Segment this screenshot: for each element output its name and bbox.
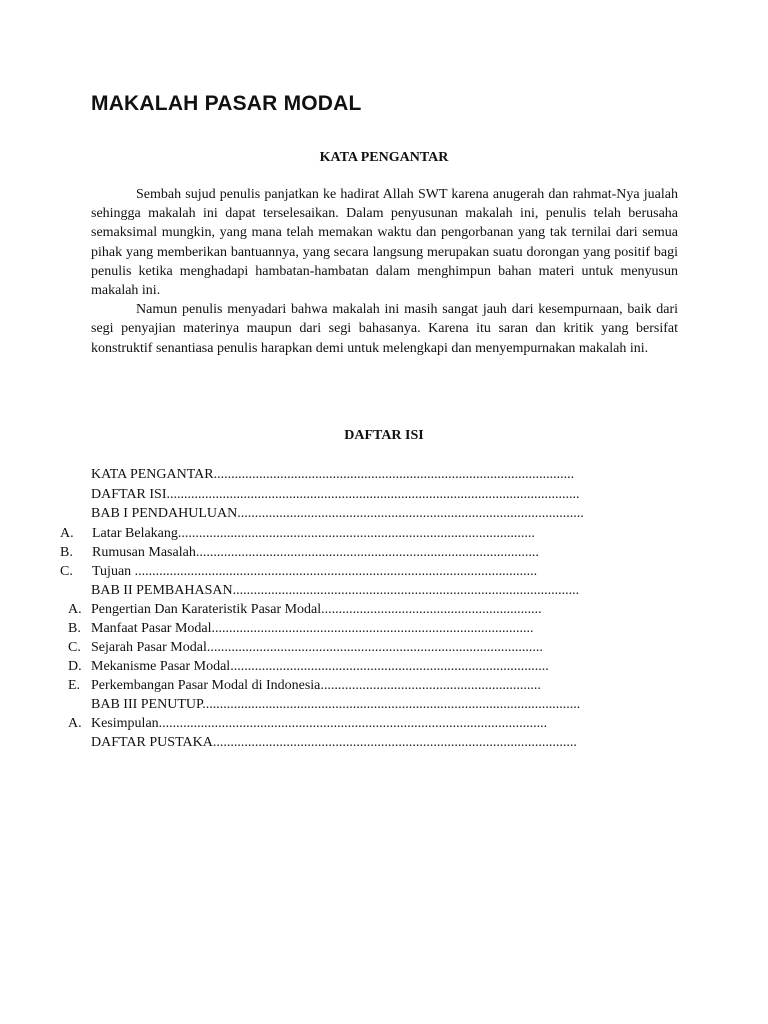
preface-heading: KATA PENGANTAR xyxy=(319,150,449,165)
toc-entry xyxy=(0,524,768,544)
toc-entry-label: KATA PENGANTAR xyxy=(91,467,214,482)
toc-entry-label: Perkembangan Pasar Modal di Indonesia xyxy=(91,678,321,693)
toc-entry-leader: ........................................................................................................ xyxy=(212,735,577,750)
toc-entry-text xyxy=(91,619,577,639)
toc-heading: DAFTAR ISI xyxy=(344,428,424,443)
toc-entry xyxy=(0,695,768,715)
toc-entry-leader: ...................................................................................................... xyxy=(177,526,535,541)
toc-entry xyxy=(0,581,768,601)
preface-paragraph-2: Namun penulis menyadari bahwa makalah ini masih sangat jauh dari kesempurnaan, baik dari segi penyajian materinya maupun dari segi bahasanya. Karena itu saran dan kritik yang bersifat konstruktif senantiasa penulis harapkan demi untuk melengkapi dan menyempurnakan makalah ini. xyxy=(91,302,678,356)
toc-entry-label: Tujuan xyxy=(92,564,135,579)
toc-entry xyxy=(0,600,768,620)
toc-entry-leader: ................................................................................................... xyxy=(232,583,580,598)
toc-entry xyxy=(0,465,768,485)
toc-entry-label: DAFTAR ISI xyxy=(91,487,167,502)
toc-entry-label: BAB II PEMBAHASAN xyxy=(91,583,233,598)
toc-entry xyxy=(0,562,768,582)
toc-entry-letter: B. xyxy=(60,545,73,560)
toc-entry-letter: A. xyxy=(60,526,74,541)
toc-entry-text xyxy=(91,504,617,524)
toc-entry-text xyxy=(91,695,618,715)
toc-entry-text xyxy=(91,485,618,505)
preface-body xyxy=(91,185,678,358)
toc-entry xyxy=(0,714,768,734)
toc-entry-text xyxy=(91,733,620,753)
toc-entry-text xyxy=(91,676,577,696)
toc-entry-label: Rumusan Masalah xyxy=(92,545,196,560)
toc-entry-letter: A. xyxy=(68,602,82,617)
toc-entry-leader: ................................................................................................ xyxy=(206,640,543,655)
toc-entry-text xyxy=(91,581,616,601)
toc-entry xyxy=(0,619,768,639)
document-title: MAKALAH PASAR MODAL xyxy=(91,92,362,115)
toc-entry-leader: ...................................................................................................................... xyxy=(166,487,580,502)
toc-entry-label: Manfaat Pasar Modal xyxy=(91,621,212,636)
toc-entry-label: Kesimpulan xyxy=(91,716,159,731)
toc-entry-text xyxy=(91,714,579,734)
toc-entry-letter: E. xyxy=(68,678,81,693)
toc-entry xyxy=(0,638,768,658)
toc-entry-leader: ................................................................................................................... xyxy=(134,564,538,579)
toc-entry-label: Latar Belakang xyxy=(92,526,178,541)
toc-entry-text xyxy=(91,600,577,620)
toc-entry-letter: C. xyxy=(60,564,73,579)
toc-entry-leader: ....................................................................................................... xyxy=(213,467,575,482)
toc-entry xyxy=(0,504,768,524)
toc-entry-leader: ................................................................................................... xyxy=(237,506,584,521)
toc-entry-text xyxy=(92,562,573,582)
toc-entry-leader: .................................................................................................. xyxy=(195,545,539,560)
toc-entry xyxy=(0,657,768,677)
toc-entry xyxy=(0,543,768,563)
toc-entry-text xyxy=(91,638,579,658)
toc-entry-leader: ............................................................... xyxy=(320,678,541,693)
toc-entry-leader: ............................................................... xyxy=(321,602,542,617)
toc-entry xyxy=(0,676,768,696)
preface-paragraph-1: Sembah sujud penulis panjatkan ke hadirat Allah SWT karena anugerah dan rahmat-Nya jualah sehingga makalah ini dapat terselesaikan. Dalam penyusunan makalah ini, penulis telah berusaha semaksimal mungkin, yang mana telah memakan waktu dan pengorbanan yang tak ternilai dari semua pihak yang memberikan bantuannya, yang secara langsung merupakan suatu dorongan yang positif bagi penulis ketika menghadapi hambatan-hambatan dalam menghimpun bahan materi untuk menyusun makalah ini. xyxy=(91,187,678,299)
toc-entry-letter: A. xyxy=(68,716,82,731)
toc-entry-text xyxy=(92,543,574,563)
toc-entry-letter: C. xyxy=(68,640,81,655)
toc-entry-text xyxy=(91,657,580,677)
toc-entry-letter: D. xyxy=(68,659,82,674)
toc-entry-label: Sejarah Pasar Modal xyxy=(91,640,207,655)
toc-entry-label: Mekanisme Pasar Modal xyxy=(91,659,231,674)
toc-entry-leader: ............................................................................................................ xyxy=(202,697,581,712)
toc-entry-label: BAB III PENUTUP xyxy=(91,697,203,712)
toc-entry-label: DAFTAR PUSTAKA xyxy=(91,735,213,750)
toc-entry xyxy=(0,485,768,505)
toc-entry-leader: ............................................................................................................... xyxy=(158,716,548,731)
toc-entry-letter: B. xyxy=(68,621,81,636)
toc-entry-leader: ............................................................................................ xyxy=(211,621,534,636)
toc-entry-label: BAB I PENDAHULUAN xyxy=(91,506,238,521)
toc-entry xyxy=(0,733,768,753)
toc-entry-text xyxy=(91,465,619,485)
toc-entry-label: Pengertian Dan Karateristik Pasar Modal xyxy=(91,602,322,617)
toc-entry-text xyxy=(92,524,574,544)
toc-entry-leader: ........................................................................................... xyxy=(230,659,549,674)
